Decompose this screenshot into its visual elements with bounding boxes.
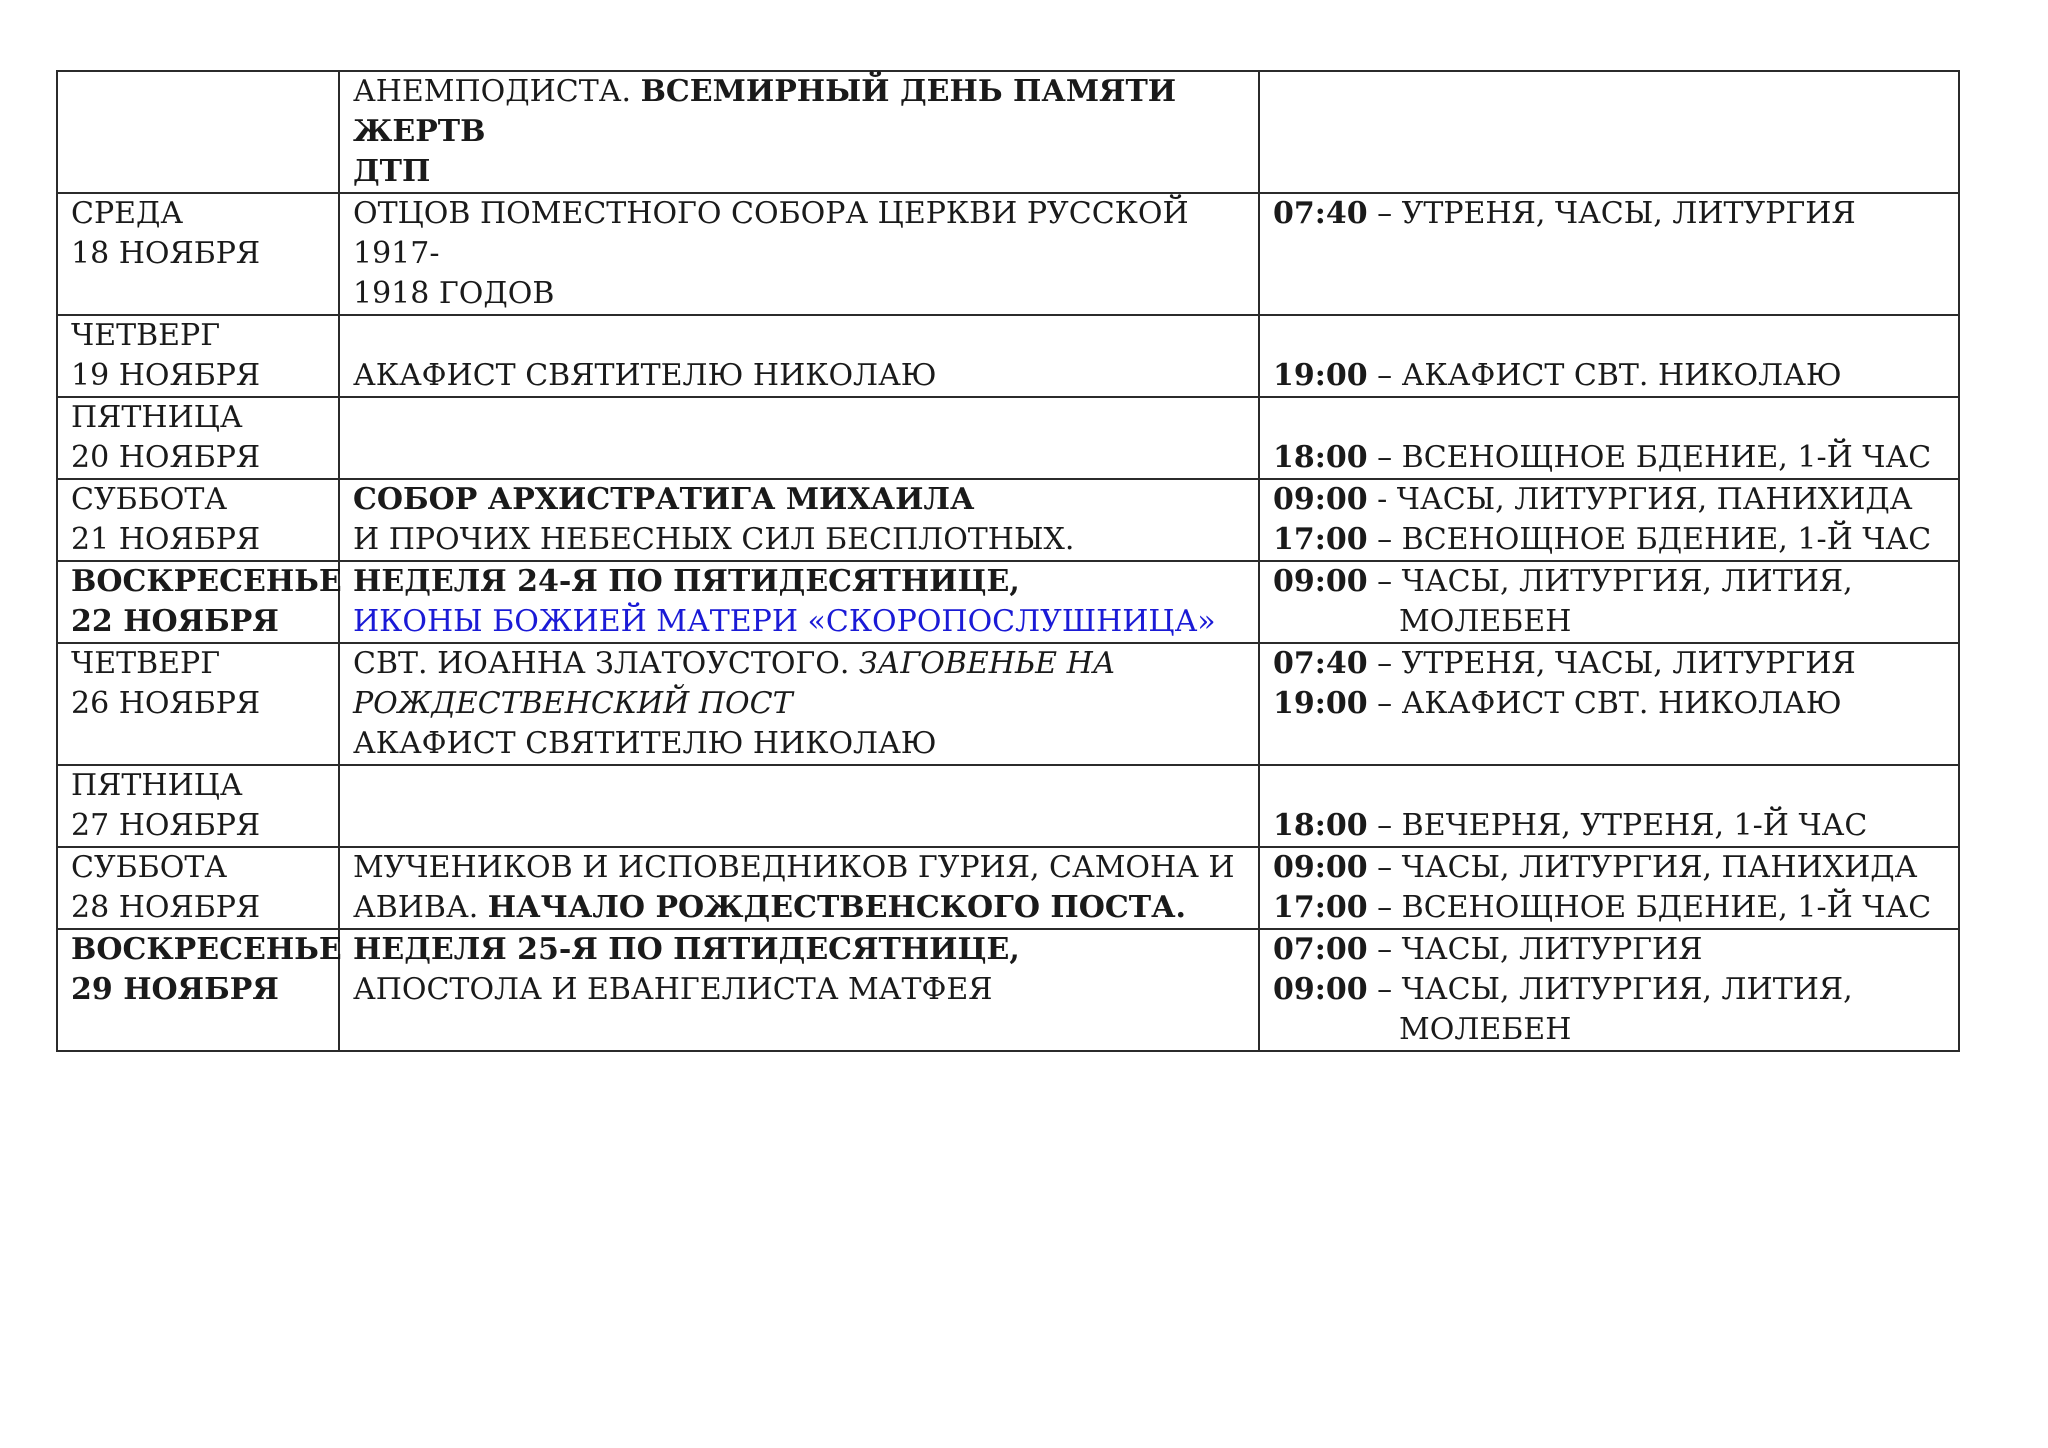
day-cell (57, 193, 339, 315)
feast-text-segment: СВТ. ИОАННА ЗЛАТОУСТОГО. (353, 646, 859, 681)
service-description: УТРЕНЯ, ЧАСЫ, ЛИТУРГИЯ (1401, 196, 1856, 231)
feast-text-segment: АНЕМПОДИСТА. (353, 74, 641, 109)
feast-cell (339, 71, 1259, 193)
service-time: 09:00 (1273, 564, 1368, 599)
services-cell (1259, 765, 1959, 847)
service-line (1273, 888, 1946, 928)
day-text-segment: СУББОТА 28 НОЯБРЯ (71, 850, 261, 925)
service-separator: - (1367, 482, 1397, 517)
service-time: 09:00 (1273, 972, 1368, 1007)
services-cell (1259, 479, 1959, 561)
service-time: 07:00 (1273, 932, 1368, 967)
service-separator: – (1367, 646, 1402, 681)
service-line (1273, 356, 1946, 396)
feast-text-segment: И ПРОЧИХ НЕБЕСНЫХ СИЛ БЕСПЛОТНЫХ. (353, 522, 1075, 557)
service-time: 17:00 (1273, 522, 1368, 557)
service-time: 19:00 (1273, 358, 1368, 393)
service-time: 17:00 (1273, 890, 1368, 925)
service-continuation: МОЛЕБЕН (1399, 604, 1572, 639)
services-cell (1259, 561, 1959, 643)
feast-text-segment: МУЧЕНИКОВ И ИСПОВЕДНИКОВ ГУРИЯ, САМОНА И АВИВА. (353, 850, 1235, 925)
services-cell (1259, 315, 1959, 397)
feast-cell (339, 315, 1259, 397)
service-separator: – (1367, 564, 1402, 599)
service-line (1273, 848, 1946, 888)
feast-cell (339, 929, 1259, 1051)
schedule-row (57, 561, 1959, 643)
service-time: 19:00 (1273, 686, 1368, 721)
day-cell (57, 929, 342, 1051)
day-cell (57, 765, 339, 847)
schedule-row (57, 847, 1959, 929)
service-separator: – (1367, 440, 1402, 475)
feast-cell (339, 765, 1259, 847)
feast-text-segment: АПОСТОЛА И ЕВАНГЕЛИСТА МАТФЕЯ (353, 972, 993, 1007)
schedule-row (57, 929, 1959, 1051)
service-separator: – (1367, 972, 1402, 1007)
service-line (1273, 806, 1946, 846)
service-time: 09:00 (1273, 482, 1368, 517)
service-description: ВСЕНОЩНОЕ БДЕНИЕ, 1-Й ЧАС (1401, 522, 1932, 557)
feast-text-segment: ИКОНЫ БОЖИЕЙ МАТЕРИ «СКОРОПОСЛУШНИЦА» (353, 604, 1216, 639)
day-cell (57, 397, 339, 479)
service-line (1273, 684, 1946, 724)
day-text-segment: ЧЕТВЕРГ 26 НОЯБРЯ (71, 646, 261, 721)
service-line (1273, 438, 1946, 478)
feast-cell (339, 479, 1259, 561)
service-time: 09:00 (1273, 850, 1368, 885)
services-cell (1259, 847, 1959, 929)
service-time: 18:00 (1273, 808, 1368, 843)
schedule-row (57, 193, 1959, 315)
day-text-segment: ВОСКРЕСЕНЬЕ 29 НОЯБРЯ (71, 932, 342, 1007)
services-cell (1259, 643, 1959, 765)
schedule-row (57, 765, 1959, 847)
service-separator: – (1367, 890, 1402, 925)
service-line (1273, 520, 1946, 560)
service-time: 07:40 (1273, 646, 1368, 681)
feast-text-segment: АКАФИСТ СВЯТИТЕЛЮ НИКОЛАЮ (353, 726, 937, 761)
day-text-segment: ЧЕТВЕРГ 19 НОЯБРЯ (71, 318, 261, 393)
service-line (1273, 930, 1946, 970)
service-separator: – (1367, 808, 1402, 843)
service-time: 07:40 (1273, 196, 1368, 231)
day-text-segment: СРЕДА 18 НОЯБРЯ (71, 196, 261, 271)
day-cell (57, 847, 339, 929)
schedule-row (57, 643, 1959, 765)
feast-text-segment: НЕДЕЛЯ 24-Я ПО ПЯТИДЕСЯТНИЦЕ, (353, 564, 1020, 599)
feast-cell (339, 193, 1259, 315)
service-line (1273, 644, 1946, 684)
feast-text-segment: СОБОР АРХИСТРАТИГА МИХАИЛА (353, 482, 975, 517)
service-line (1273, 562, 1946, 602)
day-cell (57, 71, 339, 193)
service-description: УТРЕНЯ, ЧАСЫ, ЛИТУРГИЯ (1401, 646, 1856, 681)
service-separator: – (1367, 850, 1402, 885)
services-cell (1259, 71, 1959, 193)
feast-text-segment: НЕДЕЛЯ 25-Я ПО ПЯТИДЕСЯТНИЦЕ, (353, 932, 1020, 967)
service-line (1273, 970, 1946, 1010)
feast-cell (339, 397, 1259, 479)
day-cell (57, 561, 342, 643)
feast-text-segment: ЗАГОВЕНЬЕ НА РОЖДЕСТВЕНСКИЙ ПОСТ (353, 646, 1116, 721)
feast-cell (339, 561, 1259, 643)
service-description: ЧАСЫ, ЛИТУРГИЯ, ПАНИХИДА (1401, 850, 1918, 885)
service-continuation: МОЛЕБЕН (1399, 1012, 1572, 1047)
service-line (1273, 194, 1946, 234)
feast-text-segment: НАЧАЛО РОЖДЕСТВЕНСКОГО ПОСТА. (487, 890, 1186, 925)
service-time: 18:00 (1273, 440, 1368, 475)
schedule-body (57, 71, 1959, 1051)
services-cell (1259, 397, 1959, 479)
feast-text-segment: ОТЦОВ ПОМЕСТНОГО СОБОРА ЦЕРКВИ РУССКОЙ 1917- 1918 ГОДОВ (353, 196, 1189, 311)
service-separator: – (1367, 932, 1402, 967)
service-description: АКАФИСТ СВТ. НИКОЛАЮ (1401, 358, 1842, 393)
services-cell (1259, 929, 1959, 1051)
day-cell (57, 643, 339, 765)
schedule-row (57, 397, 1959, 479)
day-cell (57, 479, 339, 561)
service-description: ВЕЧЕРНЯ, УТРЕНЯ, 1-Й ЧАС (1401, 808, 1868, 843)
day-text-segment: ВОСКРЕСЕНЬЕ 22 НОЯБРЯ (71, 564, 342, 639)
service-description: ВСЕНОЩНОЕ БДЕНИЕ, 1-Й ЧАС (1401, 440, 1932, 475)
services-cell (1259, 193, 1959, 315)
schedule-row (57, 479, 1959, 561)
service-separator: – (1367, 358, 1402, 393)
service-separator: – (1367, 196, 1402, 231)
schedule-row (57, 315, 1959, 397)
day-text-segment: ПЯТНИЦА 27 НОЯБРЯ (71, 768, 261, 843)
day-cell (57, 315, 339, 397)
day-text-segment: СУББОТА 21 НОЯБРЯ (71, 482, 261, 557)
day-text-segment: ПЯТНИЦА 20 НОЯБРЯ (71, 400, 261, 475)
service-description: ЧАСЫ, ЛИТУРГИЯ, ПАНИХИДА (1396, 482, 1913, 517)
service-separator: – (1367, 522, 1402, 557)
feast-cell (339, 643, 1259, 765)
service-description: ВСЕНОЩНОЕ БДЕНИЕ, 1-Й ЧАС (1401, 890, 1932, 925)
service-description: АКАФИСТ СВТ. НИКОЛАЮ (1401, 686, 1842, 721)
feast-text-segment: ВСЕМИРНЫЙ ДЕНЬ ПАМЯТИ ЖЕРТВ ДТП (353, 74, 1177, 189)
service-description: ЧАСЫ, ЛИТУРГИЯ (1401, 932, 1703, 967)
schedule-table (56, 70, 1960, 1052)
service-description: ЧАСЫ, ЛИТУРГИЯ, ЛИТИЯ, (1401, 564, 1853, 599)
service-description: ЧАСЫ, ЛИТУРГИЯ, ЛИТИЯ, (1401, 972, 1853, 1007)
schedule-row (57, 71, 1959, 193)
service-line (1273, 480, 1946, 520)
feast-text-segment: АКАФИСТ СВЯТИТЕЛЮ НИКОЛАЮ (353, 358, 937, 393)
feast-cell (339, 847, 1259, 929)
service-separator: – (1367, 686, 1402, 721)
